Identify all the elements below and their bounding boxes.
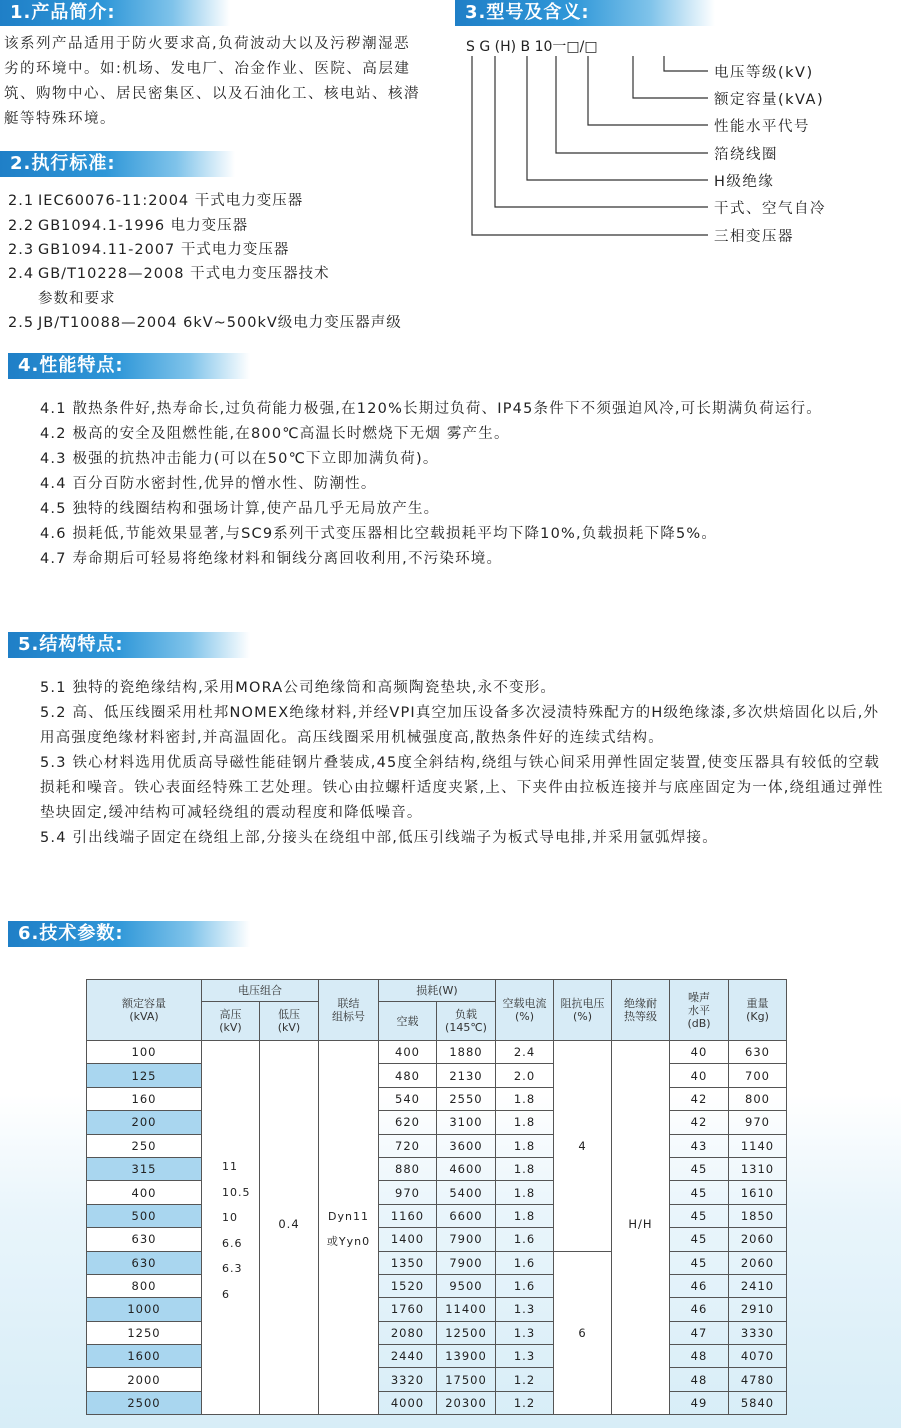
cell-noise: 48 [670, 1368, 729, 1391]
section-1-header: 1.产品简介: [0, 0, 230, 26]
cell-no-load-current: 1.8 [496, 1134, 554, 1157]
table-row [87, 1041, 787, 1064]
standard-text: 参数和要求 [38, 291, 116, 307]
standard-item [8, 311, 402, 332]
cell-capacity: 1600 [87, 1345, 202, 1368]
hv-value: 10 [222, 1211, 238, 1224]
standard-text: GB/T10228—2008 干式电力变压器技术 [38, 266, 330, 282]
tech-params-table [86, 979, 787, 1415]
table-row [87, 1274, 787, 1297]
cell-weight: 2060 [729, 1228, 787, 1251]
cell-load-loss: 7900 [437, 1228, 496, 1251]
cell-noise: 45 [670, 1251, 729, 1274]
standard-number: 2.3 [8, 242, 35, 258]
hv-value: 11 [222, 1160, 238, 1173]
model-label: 性能水平代号 [714, 119, 810, 135]
table-row [87, 1087, 787, 1110]
structure-item: 5.2 高、低压线圈采用杜邦NOMEX绝缘材料,并经VPI真空加压设备多次浸渍特殊配方的H级绝缘漆,多次烘焙固化以后,外用高强度绝缘材料密封,并高温固化。高压线圈采用机械强度高,散热条件好的连续式结构。 [40, 705, 880, 746]
cell-no-load-loss: 1350 [379, 1251, 437, 1274]
cell-weight: 1610 [729, 1181, 787, 1204]
model-label: H级绝缘 [714, 174, 775, 190]
table-row [87, 1228, 787, 1251]
cell-no-load-loss: 720 [379, 1134, 437, 1157]
standard-number: 2.4 [8, 266, 35, 282]
cell-noise: 42 [670, 1111, 729, 1134]
cell-no-load-loss: 480 [379, 1064, 437, 1087]
cell-no-load-current: 1.2 [496, 1368, 554, 1391]
table-row [87, 1111, 787, 1134]
cell-capacity: 630 [87, 1228, 202, 1251]
cell-weight: 4780 [729, 1368, 787, 1391]
table-row [87, 1368, 787, 1391]
cell-load-loss: 4600 [437, 1157, 496, 1180]
model-label: 电压等级(kV) [714, 65, 814, 81]
cell-no-load-current: 1.8 [496, 1204, 554, 1227]
standard-text: GB1094.1-1996 电力变压器 [38, 218, 249, 234]
cell-capacity: 315 [87, 1157, 202, 1180]
cell-no-load-current: 1.6 [496, 1251, 554, 1274]
header-capacity: 额定容量 (kVA) [87, 980, 202, 1041]
cell-load-loss: 7900 [437, 1251, 496, 1274]
section-2-header: 2.执行标准: [0, 151, 235, 177]
cell-weight: 5840 [729, 1391, 787, 1414]
cell-capacity: 630 [87, 1251, 202, 1274]
cell-capacity: 250 [87, 1134, 202, 1157]
structure-item: 5.1 独特的瓷绝缘结构,采用MORA公司绝缘筒和高频陶瓷垫块,永不变形。 [40, 680, 557, 696]
cell-weight: 2910 [729, 1298, 787, 1321]
model-code: S G (H) B 10一□/□ [466, 39, 598, 55]
cell-no-load-current: 1.3 [496, 1298, 554, 1321]
cell-noise: 45 [670, 1181, 729, 1204]
model-label: 额定容量(kVA) [714, 92, 825, 108]
header-hv: 高压 (kV) [202, 1002, 260, 1041]
cell-load-loss: 17500 [437, 1368, 496, 1391]
header-vector: 联结 组标号 [319, 980, 379, 1041]
standard-text: GB1094.11-2007 干式电力变压器 [38, 242, 290, 258]
table-row [87, 1204, 787, 1227]
standard-number: 2.1 [8, 193, 35, 209]
section-5-header: 5.结构特点: [8, 632, 250, 658]
cell-load-loss: 13900 [437, 1345, 496, 1368]
cell-no-load-current: 1.6 [496, 1228, 554, 1251]
section-3-header: 3.型号及含义: [455, 0, 715, 26]
cell-noise: 45 [670, 1228, 729, 1251]
header-no-load: 空载 [379, 1002, 437, 1041]
cell-capacity: 160 [87, 1087, 202, 1110]
cell-lv-value: 0.4 [260, 1041, 319, 1415]
cell-no-load-loss: 2440 [379, 1345, 437, 1368]
header-weight: 重量 (Kg) [729, 980, 787, 1041]
cell-no-load-current: 1.8 [496, 1181, 554, 1204]
cell-weight: 630 [729, 1041, 787, 1064]
cell-capacity: 2000 [87, 1368, 202, 1391]
header-impedance: 阻抗电压 (%) [554, 980, 612, 1041]
table-row [87, 1321, 787, 1344]
performance-item: 4.5 独特的线圈结构和强场计算,使产品几乎无局放产生。 [40, 501, 440, 517]
standard-text: IEC60076-11:2004 干式电力变压器 [38, 193, 304, 209]
cell-no-load-current: 1.3 [496, 1345, 554, 1368]
cell-load-loss: 2550 [437, 1087, 496, 1110]
cell-no-load-loss: 880 [379, 1157, 437, 1180]
cell-no-load-loss: 1400 [379, 1228, 437, 1251]
table-row [87, 1251, 787, 1274]
header-loss: 损耗(W) [379, 980, 496, 1002]
cell-noise: 45 [670, 1157, 729, 1180]
cell-weight: 700 [729, 1064, 787, 1087]
header-load: 负载 (145℃) [437, 1002, 496, 1041]
cell-no-load-current: 1.2 [496, 1391, 554, 1414]
header-insulation: 绝缘耐 热等级 [612, 980, 670, 1041]
cell-noise: 49 [670, 1391, 729, 1414]
cell-noise: 45 [670, 1204, 729, 1227]
standard-number: 2.2 [8, 218, 35, 234]
table-row [87, 1134, 787, 1157]
cell-impedance: 4 [554, 1041, 612, 1252]
cell-noise: 46 [670, 1298, 729, 1321]
cell-weight: 970 [729, 1111, 787, 1134]
table-body [87, 1041, 787, 1415]
cell-load-loss: 5400 [437, 1181, 496, 1204]
cell-no-load-loss: 620 [379, 1111, 437, 1134]
cell-weight: 2060 [729, 1251, 787, 1274]
cell-no-load-current: 1.8 [496, 1111, 554, 1134]
cell-no-load-loss: 1760 [379, 1298, 437, 1321]
performance-item: 4.7 寿命期后可轻易将绝缘材料和铜线分离回收利用,不污染环境。 [40, 551, 503, 567]
cell-load-loss: 3600 [437, 1134, 496, 1157]
cell-noise: 47 [670, 1321, 729, 1344]
header-voltage-group: 电压组合 [202, 980, 319, 1002]
structure-item: 5.4 引出线端子固定在绕组上部,分接头在绕组中部,低压引线端子为板式导电排,并采用氩弧焊接。 [40, 830, 718, 846]
cell-load-loss: 11400 [437, 1298, 496, 1321]
header-no-load-current: 空载电流 (%) [496, 980, 554, 1041]
cell-load-loss: 12500 [437, 1321, 496, 1344]
cell-no-load-loss: 970 [379, 1181, 437, 1204]
structure-list [40, 676, 890, 851]
hv-value: 6 [222, 1287, 230, 1301]
header-lv: 低压 (kV) [260, 1002, 319, 1041]
performance-item: 4.1 散热条件好,热寿命长,过负荷能力极强,在120%长期过负荷、IP45条件下不须强迫风冷,可长期满负荷运行。 [40, 401, 822, 417]
performance-item: 4.2 极高的安全及阻燃性能,在800℃高温长时燃烧下无烟 雾产生。 [40, 426, 510, 442]
hv-value: 6.6 [222, 1236, 243, 1250]
cell-noise: 42 [670, 1087, 729, 1110]
cell-capacity: 100 [87, 1041, 202, 1064]
cell-no-load-current: 1.6 [496, 1274, 554, 1297]
cell-load-loss: 9500 [437, 1274, 496, 1297]
header-noise: 噪声 水平 (dB) [670, 980, 729, 1041]
performance-item: 4.3 极强的抗热冲击能力(可以在50℃下立即加满负荷)。 [40, 451, 439, 467]
cell-capacity: 200 [87, 1111, 202, 1134]
cell-load-loss: 6600 [437, 1204, 496, 1227]
cell-hv-values [202, 1041, 260, 1415]
cell-noise: 40 [670, 1064, 729, 1087]
cell-no-load-loss: 2080 [379, 1321, 437, 1344]
cell-load-loss: 2130 [437, 1064, 496, 1087]
cell-no-load-loss: 3320 [379, 1368, 437, 1391]
cell-no-load-loss: 1520 [379, 1274, 437, 1297]
performance-item: 4.4 百分百防水密封性,优异的憎水性、防潮性。 [40, 476, 377, 492]
cell-impedance: 6 [554, 1251, 612, 1415]
cell-load-loss: 20300 [437, 1391, 496, 1414]
hv-value: 6.3 [222, 1262, 243, 1275]
cell-no-load-loss: 400 [379, 1041, 437, 1064]
vector-value: Dyn11 [328, 1210, 369, 1223]
model-label: 干式、空气自冷 [714, 201, 826, 217]
cell-insulation: H/H [612, 1041, 670, 1415]
cell-no-load-current: 1.3 [496, 1321, 554, 1344]
cell-weight: 2410 [729, 1274, 787, 1297]
cell-capacity: 1250 [87, 1321, 202, 1344]
cell-weight: 800 [729, 1087, 787, 1110]
section-1-text: 该系列产品适用于防火要求高,负荷波动大以及污秽潮湿恶劣的环境中。如:机场、发电厂、冶金作业、医院、高层建筑、购物中心、居民密集区、以及石油化工、核电站、核潜艇等特殊环境。 [4, 36, 420, 127]
cell-noise: 43 [670, 1134, 729, 1157]
cell-no-load-current: 2.4 [496, 1041, 554, 1064]
cell-weight: 1310 [729, 1157, 787, 1180]
cell-capacity: 1000 [87, 1298, 202, 1321]
cell-capacity: 500 [87, 1204, 202, 1227]
table-row [87, 1157, 787, 1180]
hv-value: 10.5 [222, 1185, 251, 1199]
model-label: 箔绕线圈 [714, 147, 778, 163]
standard-item [8, 287, 116, 308]
cell-no-load-loss: 540 [379, 1087, 437, 1110]
table-row [87, 1181, 787, 1204]
table-row [87, 1298, 787, 1321]
section-6-header: 6.技术参数: [8, 921, 250, 947]
table-row [87, 1064, 787, 1087]
cell-load-loss: 1880 [437, 1041, 496, 1064]
standard-item [8, 262, 330, 283]
section-4-header: 4.性能特点: [8, 353, 250, 379]
cell-capacity: 2500 [87, 1391, 202, 1414]
performance-item: 4.6 损耗低,节能效果显著,与SC9系列干式变压器相比空载损耗平均下降10%,负载损耗下降5%。 [40, 526, 718, 542]
cell-noise: 48 [670, 1345, 729, 1368]
table-row [87, 1391, 787, 1414]
cell-no-load-current: 2.0 [496, 1064, 554, 1087]
cell-load-loss: 3100 [437, 1111, 496, 1134]
performance-list [40, 397, 890, 572]
cell-vector-values [319, 1041, 379, 1415]
cell-capacity: 125 [87, 1064, 202, 1087]
cell-weight: 1140 [729, 1134, 787, 1157]
cell-no-load-current: 1.8 [496, 1157, 554, 1180]
cell-no-load-loss: 1160 [379, 1204, 437, 1227]
cell-weight: 4070 [729, 1345, 787, 1368]
model-label: 三相变压器 [714, 229, 794, 245]
table-row [87, 1345, 787, 1368]
standard-number: 2.5 [8, 315, 35, 331]
cell-weight: 3330 [729, 1321, 787, 1344]
cell-weight: 1850 [729, 1204, 787, 1227]
structure-item: 5.3 铁心材料选用优质高导磁性能硅钢片叠装成,45度全斜结构,绕组与铁心间采用弹性固定装置,使变压器具有较低的空载损耗和噪音。铁心表面经特殊工艺处理。铁心由拉螺杆适度夹紧,上、下夹件由拉板连接并与底座固定为一体,绕组通过弹性垫块固定,缓冲结构可减轻绕组的震动程度和降低噪音。 [40, 755, 884, 821]
cell-noise: 40 [670, 1041, 729, 1064]
standard-text: JB/T10088—2004 6kV~500kV级电力变压器声级 [38, 315, 402, 331]
vector-value: 或Yyn0 [326, 1235, 371, 1248]
cell-capacity: 400 [87, 1181, 202, 1204]
cell-noise: 46 [670, 1274, 729, 1297]
cell-capacity: 800 [87, 1274, 202, 1297]
cell-no-load-current: 1.8 [496, 1087, 554, 1110]
cell-no-load-loss: 4000 [379, 1391, 437, 1414]
